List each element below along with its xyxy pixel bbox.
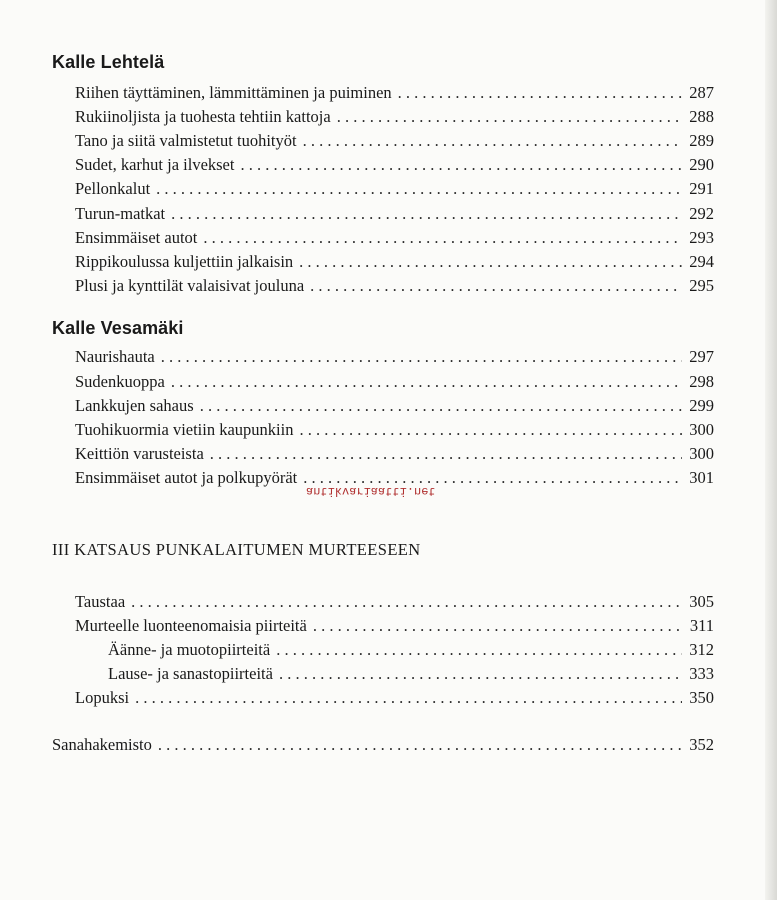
- toc-subentry: [108, 664, 714, 686]
- leader-dots: [161, 347, 682, 367]
- leader-dots: [156, 179, 682, 199]
- toc-entry-page: 294: [689, 252, 714, 271]
- toc-entry-page: 333: [689, 664, 714, 683]
- toc-entry-page: 287: [689, 83, 714, 102]
- toc-entry: [75, 616, 714, 638]
- page-spine-shadow: [765, 0, 777, 900]
- toc-entry-page: 300: [689, 420, 714, 439]
- leader-dots: [337, 107, 682, 127]
- toc-entry-index: [52, 735, 714, 757]
- toc-entry-page: 291: [689, 179, 714, 198]
- toc-entry-page: 297: [689, 347, 714, 366]
- toc-entry: [75, 444, 714, 466]
- toc-entry-title: Murteelle luonteenomaisia piirteitä: [75, 616, 307, 635]
- toc-entry-title: Pellonkalut: [75, 179, 151, 198]
- toc-entry: [75, 252, 714, 274]
- toc-entry: [75, 372, 714, 394]
- watermark: antikvariaatti.net: [306, 484, 436, 498]
- toc-entry: [75, 347, 714, 369]
- toc-entry-title: Tuohikuormia vietiin kaupunkiin: [75, 420, 294, 439]
- toc-entry-page: 352: [689, 735, 714, 754]
- toc-entry: [75, 155, 714, 177]
- toc-entry-title: Lankkujen sahaus: [75, 396, 194, 415]
- toc-entry: [75, 204, 714, 226]
- leader-dots: [158, 735, 682, 755]
- toc-entry-page: 295: [689, 276, 714, 295]
- toc-entry-title: Sudet, karhut ja ilvekset: [75, 155, 235, 174]
- leader-dots: [276, 640, 682, 660]
- toc-entry-title: Ensimmäiset autot: [75, 228, 198, 247]
- part-title: III KATSAUS PUNKALAITUMEN MURTEESEEN: [52, 540, 421, 559]
- toc-entry-page: 298: [689, 372, 714, 391]
- toc-entry-title: Keittiön varusteista: [75, 444, 204, 463]
- toc-entry-page: 293: [689, 228, 714, 247]
- leader-dots: [279, 664, 682, 684]
- toc-entry-page: 299: [689, 396, 714, 415]
- toc-entry: [75, 688, 714, 710]
- toc-entry: [75, 131, 714, 153]
- leader-dots: [200, 396, 682, 416]
- toc-entry: [75, 107, 714, 129]
- toc-entry-page: 305: [689, 592, 714, 611]
- leader-dots: [135, 688, 682, 708]
- toc-entry-page: 301: [689, 468, 714, 487]
- toc-entry-title: Taustaa: [75, 592, 126, 611]
- toc-subentry: [108, 640, 714, 662]
- leader-dots: [171, 204, 682, 224]
- toc-entry-page: 350: [689, 688, 714, 707]
- toc-entry: [75, 228, 714, 250]
- toc-entry-title: Rippikoulussa kuljettiin jalkaisin: [75, 252, 294, 271]
- toc-entry: [75, 276, 714, 298]
- toc-entry-title: Plusi ja kynttilät valaisivat jouluna: [75, 276, 305, 295]
- leader-dots: [398, 83, 682, 103]
- toc-entry: [75, 592, 714, 614]
- leader-dots: [313, 616, 682, 636]
- toc-entry-title: Naurishauta: [75, 347, 155, 366]
- leader-dots: [210, 444, 682, 464]
- toc-entry: [75, 83, 714, 105]
- leader-dots: [171, 372, 682, 392]
- leader-dots: [203, 228, 682, 248]
- toc-entry: [75, 420, 714, 442]
- leader-dots: [303, 131, 682, 151]
- section-heading-kalle-lehtela: Kalle Lehtelä: [52, 52, 165, 72]
- toc-entry-page: 289: [689, 131, 714, 150]
- toc-entry-page: 312: [689, 640, 714, 659]
- toc-entry-title: Turun-matkat: [75, 204, 166, 223]
- leader-dots: [299, 420, 682, 440]
- toc-entry: [75, 396, 714, 418]
- leader-dots: [131, 592, 682, 612]
- toc-entry-page: 290: [689, 155, 714, 174]
- toc-entry-title: Sanahakemisto: [52, 735, 152, 754]
- section-heading-kalle-vesamaki: Kalle Vesamäki: [52, 318, 184, 338]
- leader-dots: [310, 276, 682, 296]
- toc-entry-title: Ensimmäiset autot ja polkupyörät: [75, 468, 298, 487]
- leader-dots: [299, 252, 682, 272]
- toc-entry-title: Tano ja siitä valmistetut tuohityöt: [75, 131, 297, 150]
- toc-entry-title: Riihen täyttäminen, lämmittäminen ja puiminen: [75, 83, 392, 102]
- toc-entry-title: Rukiinoljista ja tuohesta tehtiin kattoja: [75, 107, 331, 126]
- leader-dots: [240, 155, 682, 175]
- toc-entry-page: 311: [689, 616, 714, 635]
- toc-entry-page: 292: [689, 204, 714, 223]
- toc-entry-title: Lopuksi: [75, 688, 130, 707]
- toc-entry-title: Äänne- ja muotopiirteitä: [108, 640, 271, 659]
- toc-entry-title: Sudenkuoppa: [75, 372, 165, 391]
- toc-entry: [75, 179, 714, 201]
- toc-entry-page: 288: [689, 107, 714, 126]
- toc-entry-page: 300: [689, 444, 714, 463]
- toc-entry-title: Lause- ja sanastopiirteitä: [108, 664, 273, 683]
